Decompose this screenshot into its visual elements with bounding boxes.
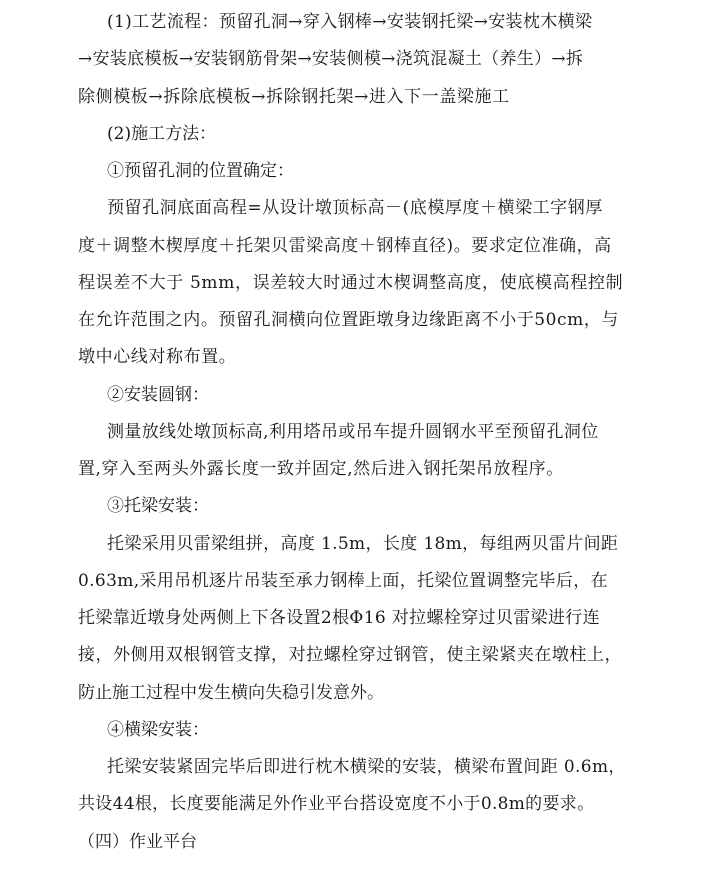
reserved-hole-position-heading: ①预留孔洞的位置确定：	[107, 161, 294, 181]
round-steel-paragraph-line-2: 置,穿入至两头外露长度一致并固定,然后进入钢托架吊放程序。	[78, 459, 564, 479]
reserved-hole-paragraph-line-2: 度＋调整木楔厚度＋托架贝雷梁高度＋钢棒直径)。要求定位准确，高	[78, 236, 612, 256]
reserved-hole-paragraph-line-1: 预留孔洞底面高程=从设计墩顶标高－(底模厚度＋横梁工字钢厚	[107, 198, 603, 218]
install-round-steel-heading: ②安装圆钢：	[107, 385, 209, 405]
cross-beam-paragraph-line-2: 共设44根，长度要能满足外作业平台搭设宽度不小于0.8m的要求。	[78, 794, 595, 814]
process-flow-line-2: →安装底模板→安装钢筋骨架→安装侧模→浇筑混凝土（养生）→拆	[78, 49, 584, 69]
bracket-beam-paragraph-line-4: 接，外侧用双根钢管支撑，对拉螺栓穿过钢管，使主梁紧夹在墩柱上，	[78, 645, 623, 665]
bracket-beam-paragraph-line-3: 托梁靠近墩身处两侧上下各设置2根Φ16 对拉螺栓穿过贝雷梁进行连	[78, 608, 600, 628]
reserved-hole-paragraph-line-3: 程误差不大于 5mm，误差较大时通过木楔调整高度，使底模高程控制	[78, 273, 624, 293]
construction-method-heading: (2)施工方法：	[107, 124, 217, 144]
bracket-beam-paragraph-line-1: 托梁采用贝雷梁组拼，高度 1.5m，长度 18m，每组两贝雷片间距	[107, 534, 619, 554]
cross-beam-paragraph-line-1: 托梁安装紧固完毕后即进行枕木横梁的安装，横梁布置间距 0.6m，	[107, 757, 626, 777]
reserved-hole-paragraph-line-4: 在允许范围之内。预留孔洞横向位置距墩身边缘距离不小于50cm，与	[78, 310, 619, 330]
bracket-beam-paragraph-line-5: 防止施工过程中发生横向失稳引发意外。	[78, 683, 384, 703]
cross-beam-install-heading: ④横梁安装：	[107, 720, 209, 740]
process-flow-line-3: 除侧模板→拆除底模板→拆除钢托架→进入下一盖梁施工	[78, 87, 510, 107]
bracket-beam-paragraph-line-2: 0.63m,采用吊机逐片吊装至承力钢棒上面，托梁位置调整完毕后，在	[78, 571, 608, 591]
reserved-hole-paragraph-line-5: 墩中心线对称布置。	[78, 347, 237, 367]
section-heading-work-platform: （四）作业平台	[78, 832, 197, 852]
process-flow-line-1: (1)工艺流程：预留孔洞→穿入钢棒→安装钢托梁→安装枕木横梁	[107, 12, 593, 32]
round-steel-paragraph-line-1: 测量放线处墩顶标高,利用塔吊或吊车提升圆钢水平至预留孔洞位	[107, 422, 599, 442]
bracket-beam-install-heading: ③托梁安装：	[107, 496, 209, 516]
